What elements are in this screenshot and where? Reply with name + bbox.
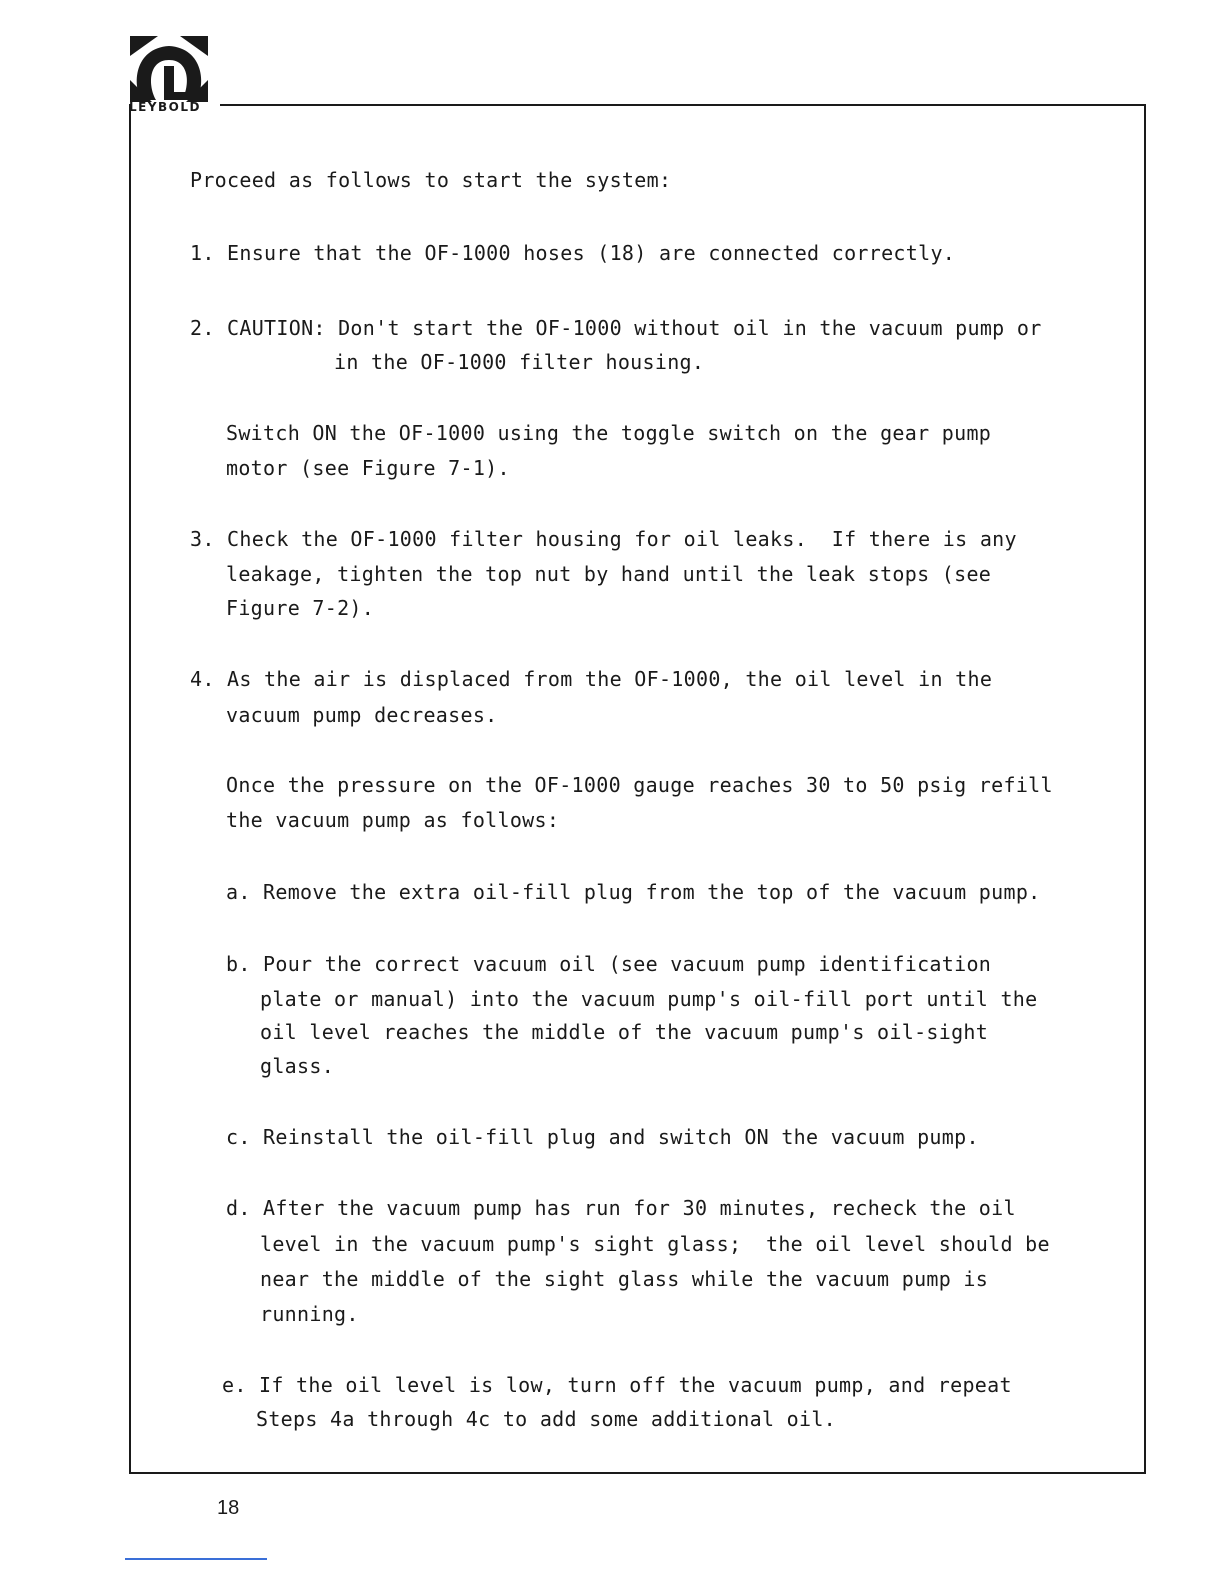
- step-3-cont: leakage, tighten the top nut by hand until the leak stops (see: [226, 562, 992, 586]
- step-2-caution: 2. CAUTION: Don't start the OF-1000 without oil in the vacuum pump or: [190, 316, 1042, 340]
- step-1: 1. Ensure that the OF-1000 hoses (18) are connected correctly.: [190, 241, 956, 265]
- step-4a: a. Remove the extra oil-fill plug from the top of the vacuum pump.: [226, 880, 1041, 904]
- step-4d-cont: level in the vacuum pump's sight glass; the oil level should be: [260, 1232, 1050, 1256]
- step-4-paragraph: Once the pressure on the OF-1000 gauge reaches 30 to 50 psig refill: [226, 773, 1053, 797]
- step-4b: b. Pour the correct vacuum oil (see vacuum pump identification: [226, 952, 992, 976]
- step-4: 4. As the air is displaced from the OF-1000, the oil level in the: [190, 667, 993, 691]
- footer-link-underline: [125, 1558, 267, 1560]
- page-number: 18: [217, 1497, 240, 1519]
- brand-name: LEYBOLD: [129, 100, 201, 114]
- step-4b-cont-2: oil level reaches the middle of the vacuum pump's oil-sight: [260, 1020, 989, 1044]
- step-4c: c. Reinstall the oil-fill plug and switch ON the vacuum pump.: [226, 1125, 979, 1149]
- step-4d-cont-2: near the middle of the sight glass while the vacuum pump is: [260, 1267, 989, 1291]
- step-2-paragraph: Switch ON the OF-1000 using the toggle switch on the gear pump: [226, 421, 992, 445]
- step-4d: d. After the vacuum pump has run for 30 minutes, recheck the oil: [226, 1196, 1016, 1220]
- step-4d-cont-3: running.: [260, 1302, 359, 1326]
- step-3: 3. Check the OF-1000 filter housing for oil leaks. If there is any: [190, 527, 1017, 551]
- step-4e-cont: Steps 4a through 4c to add some additional oil.: [256, 1407, 837, 1431]
- step-4-cont: vacuum pump decreases.: [226, 703, 498, 727]
- step-2-paragraph-cont: motor (see Figure 7-1).: [226, 456, 510, 480]
- step-4b-cont: plate or manual) into the vacuum pump's oil-fill port until the: [260, 987, 1038, 1011]
- step-4b-cont-3: glass.: [260, 1054, 335, 1078]
- step-2-caution-cont: in the OF-1000 filter housing.: [334, 350, 705, 374]
- intro-text: Proceed as follows to start the system:: [190, 168, 672, 192]
- step-4-paragraph-cont: the vacuum pump as follows:: [226, 808, 560, 832]
- step-4e: e. If the oil level is low, turn off the vacuum pump, and repeat: [222, 1373, 1012, 1397]
- step-3-cont-2: Figure 7-2).: [226, 596, 375, 620]
